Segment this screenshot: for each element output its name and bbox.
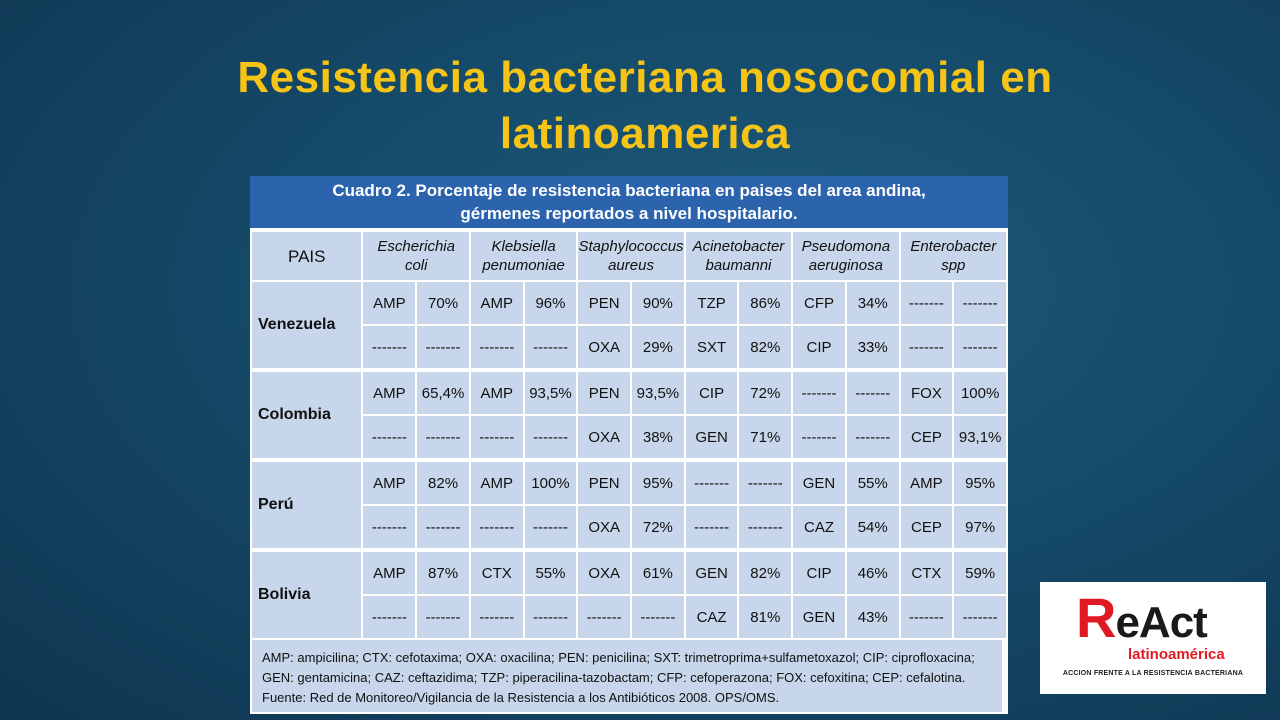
antibiotic-cell: GEN — [793, 596, 845, 638]
country-name: Perú — [252, 460, 361, 548]
antibiotic-cell: CEP — [901, 416, 953, 458]
percent-cell: 81% — [739, 596, 791, 638]
caption-line-1: Cuadro 2. Porcentaje de resistencia bacteriana en paises del area andina, — [332, 181, 926, 200]
percent-cell: ------- — [525, 416, 577, 458]
antibiotic-cell: OXA — [578, 416, 630, 458]
antibiotic-cell: ------- — [901, 282, 953, 324]
percent-cell: 82% — [417, 460, 469, 504]
organism-header: Enterobacter spp — [901, 232, 1006, 280]
table-row — [252, 550, 1006, 594]
organism-header: Acinetobacter baumanni — [686, 232, 791, 280]
antibiotic-cell: OXA — [578, 506, 630, 548]
antibiotic-cell: CEP — [901, 506, 953, 548]
antibiotic-cell: OXA — [578, 326, 630, 368]
react-logo — [1040, 582, 1266, 694]
antibiotic-cell: CIP — [793, 550, 845, 594]
logo-rest: eAct — [1115, 598, 1207, 647]
organism-header: Pseudomona aeruginosa — [793, 232, 898, 280]
percent-cell: 96% — [525, 282, 577, 324]
percent-cell: ------- — [847, 370, 899, 414]
table-row — [252, 460, 1006, 504]
antibiotic-cell: ------- — [363, 416, 415, 458]
organism-header: Escherichia coli — [363, 232, 468, 280]
header-row — [252, 232, 1006, 280]
antibiotic-cell: SXT — [686, 326, 738, 368]
percent-cell: ------- — [417, 506, 469, 548]
antibiotic-cell: PEN — [578, 370, 630, 414]
antibiotic-cell: CFP — [793, 282, 845, 324]
percent-cell: 29% — [632, 326, 684, 368]
table-row — [252, 416, 1006, 458]
antibiotic-cell: AMP — [363, 282, 415, 324]
percent-cell: 97% — [954, 506, 1006, 548]
antibiotic-cell: AMP — [363, 370, 415, 414]
percent-cell: 55% — [525, 550, 577, 594]
percent-cell: 38% — [632, 416, 684, 458]
antibiotic-cell: ------- — [471, 506, 523, 548]
table-row — [252, 282, 1006, 324]
antibiotic-cell: AMP — [471, 282, 523, 324]
legend-abbrev-2: GEN: gentamicina; CAZ: ceftazidima; TZP: piperacilina-tazobactam; CFP: cefoperazona; FOX: cefoxitina; CEP: cefalotina. — [262, 670, 966, 685]
table-row — [252, 370, 1006, 414]
percent-cell: 59% — [954, 550, 1006, 594]
table-row — [252, 506, 1006, 548]
antibiotic-cell: CAZ — [686, 596, 738, 638]
antibiotic-cell: ------- — [686, 506, 738, 548]
antibiotic-cell: ------- — [471, 596, 523, 638]
logo-r-letter: R — [1076, 586, 1116, 649]
antibiotic-cell: ------- — [578, 596, 630, 638]
antibiotic-cell: ------- — [471, 416, 523, 458]
percent-cell: 70% — [417, 282, 469, 324]
percent-cell: ------- — [954, 596, 1006, 638]
slide-title — [140, 50, 1150, 162]
caption-line-2: gérmenes reportados a nivel hospitalario. — [460, 204, 798, 223]
percent-cell: 86% — [739, 282, 791, 324]
table-caption — [250, 176, 1008, 228]
percent-cell: ------- — [417, 416, 469, 458]
percent-cell: 93,1% — [954, 416, 1006, 458]
antibiotic-cell: GEN — [686, 416, 738, 458]
antibiotic-cell: GEN — [686, 550, 738, 594]
percent-cell: 90% — [632, 282, 684, 324]
table-row — [252, 326, 1006, 368]
antibiotic-cell: CIP — [686, 370, 738, 414]
logo-wordmark — [1076, 586, 1207, 651]
antibiotic-cell: AMP — [471, 460, 523, 504]
legend-abbrev-1: AMP: ampicilina; CTX: cefotaxima; OXA: oxacilina; PEN: penicilina; SXT: trimetroprima+sulfametoxazol; CIP: ciprofloxacina; — [262, 650, 975, 665]
antibiotic-cell: CTX — [471, 550, 523, 594]
pais-header: PAIS — [252, 232, 361, 280]
percent-cell: 65,4% — [417, 370, 469, 414]
percent-cell: 100% — [954, 370, 1006, 414]
logo-sub: latinoamérica — [1128, 646, 1225, 663]
percent-cell: 55% — [847, 460, 899, 504]
percent-cell: ------- — [525, 596, 577, 638]
antibiotic-cell: GEN — [793, 460, 845, 504]
antibiotic-cell: ------- — [363, 506, 415, 548]
antibiotic-cell: ------- — [793, 370, 845, 414]
antibiotic-cell: ------- — [363, 326, 415, 368]
country-name: Venezuela — [252, 282, 361, 368]
percent-cell: 82% — [739, 550, 791, 594]
resistance-table — [250, 230, 1008, 640]
antibiotic-cell: PEN — [578, 460, 630, 504]
antibiotic-cell: OXA — [578, 550, 630, 594]
antibiotic-cell: ------- — [793, 416, 845, 458]
percent-cell: 82% — [739, 326, 791, 368]
percent-cell: 54% — [847, 506, 899, 548]
percent-cell: 72% — [739, 370, 791, 414]
antibiotic-cell: ------- — [901, 596, 953, 638]
antibiotic-cell: ------- — [363, 596, 415, 638]
percent-cell: 46% — [847, 550, 899, 594]
percent-cell: 87% — [417, 550, 469, 594]
antibiotic-cell: TZP — [686, 282, 738, 324]
percent-cell: 93,5% — [632, 370, 684, 414]
percent-cell: 95% — [954, 460, 1006, 504]
table-legend — [252, 640, 1002, 712]
percent-cell: 33% — [847, 326, 899, 368]
antibiotic-cell: AMP — [901, 460, 953, 504]
legend-source: Fuente: Red de Monitoreo/Vigilancia de la Resistencia a los Antibióticos 2008. OPS/OMS. — [262, 690, 780, 705]
percent-cell: 100% — [525, 460, 577, 504]
percent-cell: 43% — [847, 596, 899, 638]
antibiotic-cell: CAZ — [793, 506, 845, 548]
antibiotic-cell: PEN — [578, 282, 630, 324]
logo-tagline: ACCION FRENTE A LA RESISTENCIA BACTERIANA — [1062, 670, 1244, 677]
percent-cell: ------- — [417, 596, 469, 638]
antibiotic-cell: CTX — [901, 550, 953, 594]
percent-cell: 72% — [632, 506, 684, 548]
percent-cell: ------- — [632, 596, 684, 638]
percent-cell: 95% — [632, 460, 684, 504]
antibiotic-cell: AMP — [363, 460, 415, 504]
percent-cell: ------- — [525, 326, 577, 368]
antibiotic-cell: CIP — [793, 326, 845, 368]
percent-cell: ------- — [954, 282, 1006, 324]
title-line-2: latinoamerica — [499, 109, 791, 158]
percent-cell: 34% — [847, 282, 899, 324]
antibiotic-cell: AMP — [363, 550, 415, 594]
country-name: Bolivia — [252, 550, 361, 638]
percent-cell: 61% — [632, 550, 684, 594]
percent-cell: ------- — [417, 326, 469, 368]
antibiotic-cell: ------- — [471, 326, 523, 368]
antibiotic-cell: AMP — [471, 370, 523, 414]
antibiotic-cell: ------- — [901, 326, 953, 368]
percent-cell: ------- — [739, 460, 791, 504]
percent-cell: 71% — [739, 416, 791, 458]
percent-cell: ------- — [739, 506, 791, 548]
percent-cell: ------- — [847, 416, 899, 458]
organism-header: Staphylococcus aureus — [578, 232, 683, 280]
country-name: Colombia — [252, 370, 361, 458]
antibiotic-cell: FOX — [901, 370, 953, 414]
table-row — [252, 596, 1006, 638]
title-line-1: Resistencia bacteriana nosocomial en — [237, 53, 1053, 102]
organism-header: Klebsiella penumoniae — [471, 232, 576, 280]
percent-cell: 93,5% — [525, 370, 577, 414]
resistance-table-panel — [250, 176, 1008, 714]
antibiotic-cell: ------- — [686, 460, 738, 504]
percent-cell: ------- — [954, 326, 1006, 368]
percent-cell: ------- — [525, 506, 577, 548]
